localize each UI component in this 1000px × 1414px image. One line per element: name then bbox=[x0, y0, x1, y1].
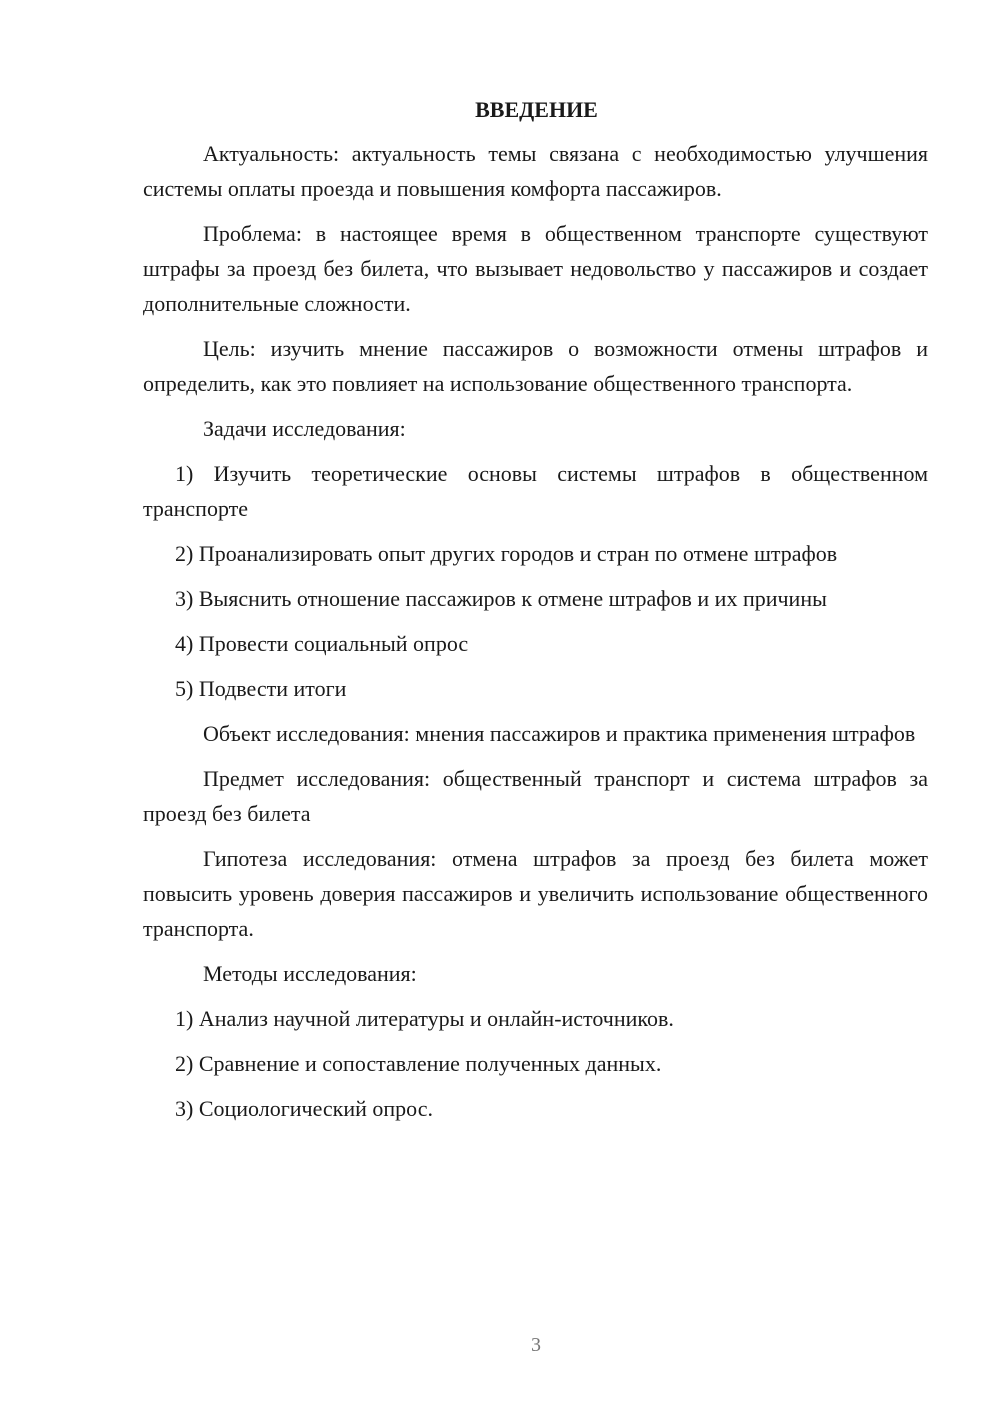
method-item: 2) Сравнение и сопоставление полученных данных. bbox=[175, 1051, 662, 1076]
object-paragraph: Объект исследования: мнения пассажиров и практика применения штрафов bbox=[203, 721, 916, 746]
task-item: 4) Провести социальный опрос bbox=[175, 631, 469, 656]
relevance-paragraph: Актуальность: актуальность темы связана с необходимостью улучшения системы оплаты проезда и повышения комфорта пассажиров. bbox=[143, 141, 928, 201]
tasks-heading: Задачи исследования: bbox=[203, 416, 406, 441]
hypothesis-paragraph: Гипотеза исследования: отмена штрафов за проезд без билета может повысить уровень доверия пассажиров и увеличить использование общественного транспорта. bbox=[143, 846, 928, 941]
page-content bbox=[143, 92, 928, 1136]
page-number: 3 bbox=[531, 1334, 541, 1356]
subject-paragraph: Предмет исследования: общественный транспорт и система штрафов за проезд без билета bbox=[143, 766, 928, 826]
task-item: 1) Изучить теоретические основы системы штрафов в общественном транспорте bbox=[143, 461, 928, 521]
goal-paragraph: Цель: изучить мнение пассажиров о возможности отмены штрафов и определить, как это повлияет на использование общественного транспорта. bbox=[143, 336, 928, 396]
problem-paragraph: Проблема: в настоящее время в общественном транспорте существуют штрафы за проезд без билета, что вызывает недовольство у пассажиров и создает дополнительные сложности. bbox=[143, 221, 928, 316]
task-item: 2) Проанализировать опыт других городов и стран по отмене штрафов bbox=[175, 541, 838, 566]
method-item: 1) Анализ научной литературы и онлайн-источников. bbox=[175, 1006, 674, 1031]
task-item: 5) Подвести итоги bbox=[175, 676, 347, 701]
method-item: 3) Социологический опрос. bbox=[175, 1096, 433, 1121]
methods-heading: Методы исследования: bbox=[203, 961, 417, 986]
task-item: 3) Выяснить отношение пассажиров к отмене штрафов и их причины bbox=[175, 586, 827, 611]
section-title: ВВЕДЕНИЕ bbox=[475, 97, 598, 122]
